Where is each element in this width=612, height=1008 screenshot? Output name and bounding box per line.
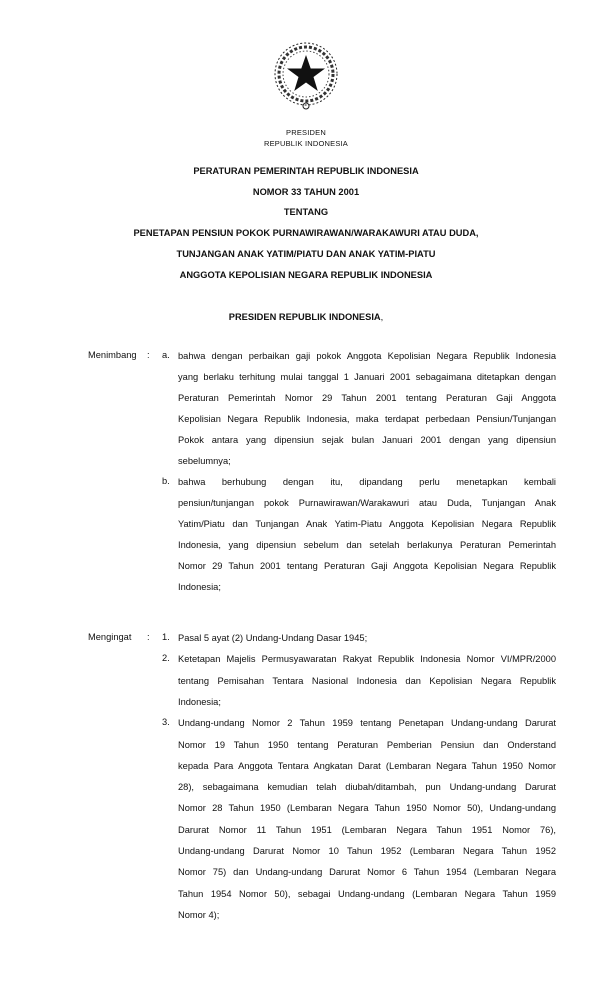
mengingat-item-line: Darurat Nomor 11 Tahun 1951 (Lembaran Negara Tahun 1951 Nomor 76), — [178, 824, 556, 835]
mengingat-item-line: Nomor 75) dan Undang-undang Darurat Nomor 6 Tahun 1954 (Lembaran Negara — [178, 867, 556, 878]
menimbang-item-line: Nomor 29 Tahun 2001 tentang Peraturan Gaji Anggota Kepolisian Negara Republik — [178, 561, 556, 571]
mengingat-item-line: tentang Pemisahan Tentara Nasional Indonesia dan Kepolisian Negara Republik — [178, 675, 556, 686]
mengingat-item-line: Indonesia; — [178, 696, 221, 707]
menimbang-item-line: yang berlaku terhitung mulai tanggal 1 Januari 2001 sebagaimana ditetapkan dengan — [178, 372, 556, 382]
mengingat-item-line: Undang-undang Darurat Nomor 10 Tahun 1952 (Lembaran Negara Tahun 1952 — [178, 846, 556, 856]
mengingat-colon: : — [147, 632, 150, 642]
header-presiden: PRESIDEN — [286, 128, 326, 137]
mengingat-item-line: Nomor 28 Tahun 1950 (Lembaran Negara Tahun 1950 Nomor 50), Undang-undang — [178, 803, 556, 814]
issuer-heading — [0, 312, 612, 322]
issuer-comma: , — [380, 312, 384, 322]
mengingat-item-line: Nomor 4); — [178, 909, 220, 920]
title-line: PERATURAN PEMERINTAH REPUBLIK INDONESIA — [193, 166, 419, 176]
title-line: TUNJANGAN ANAK YATIM/PIATU DAN ANAK YATIM-PIATU — [176, 249, 436, 259]
mengingat-label: Mengingat — [88, 632, 132, 642]
menimbang-item-line: Yatim/Piatu dan Tunjangan Anak Yatim-Piatu Anggota Kepolisian Negara Republik — [178, 519, 556, 529]
mengingat-item-line: Tahun 1954 Nomor 50), sebagai Undang-undang (Lembaran Negara Tahun 1959 — [178, 888, 556, 899]
mengingat-item-line: kepada Para Anggota Tentara Angkatan Darat (Lembaran Negara Tahun 1950 Nomor — [178, 760, 556, 771]
title-line: NOMOR 33 TAHUN 2001 — [252, 187, 360, 197]
mengingat-item-line: Pasal 5 ayat (2) Undang-Undang Dasar 1945; — [178, 633, 368, 643]
menimbang-item-line: Kepolisian Negara Republik Indonesia, maka terdapat perbedaan Pensiun/Tunjangan — [178, 414, 556, 424]
mengingat-item-number: 2. — [162, 653, 170, 664]
menimbang-item-line: sebelumnya; — [178, 456, 231, 466]
menimbang-item-number: a. — [162, 350, 170, 360]
menimbang-item-line: bahwa berhubung dengan itu, dipandang perlu menetapkan kembali — [178, 477, 556, 487]
title-line: TENTANG — [283, 207, 329, 217]
menimbang-item-line: Indonesia, yang dipensiun sebelum dan setelah berlakunya Peraturan Pemerintah — [178, 540, 556, 550]
mengingat-item-line: 28), sebagaimana kemudian telah diubah/ditambah, pun Undang-undang Darurat — [178, 782, 556, 793]
menimbang-item-line: bahwa dengan perbaikan gaji pokok Anggota Kepolisian Negara Republik Indonesia — [178, 351, 556, 361]
menimbang-colon: : — [147, 350, 150, 360]
menimbang-item-number: b. — [162, 476, 170, 486]
mengingat-item-line: Ketetapan Majelis Permusyawaratan Rakyat Republik Indonesia Nomor VI/MPR/2000 — [178, 654, 556, 665]
menimbang-item-line: Indonesia; — [178, 582, 221, 592]
presidential-seal-emblem — [271, 38, 341, 112]
mengingat-item-number: 1. — [162, 632, 170, 642]
menimbang-label: Menimbang — [88, 350, 137, 360]
title-line: PENETAPAN PENSIUN POKOK PURNAWIRAWAN/WARAKAWURI ATAU DUDA, — [133, 228, 479, 238]
mengingat-item-line: Undang-undang Nomor 2 Tahun 1959 tentang Penetapan Undang-undang Darurat — [178, 718, 556, 729]
issuer-name: PRESIDEN REPUBLIK INDONESIA — [228, 312, 381, 322]
header-republik-indonesia: REPUBLIK INDONESIA — [263, 139, 349, 148]
menimbang-item-line: Peraturan Pemerintah Nomor 29 Tahun 2001 tentang Peraturan Gaji Anggota — [178, 393, 556, 403]
menimbang-item-line: Pokok antara yang dipensiun sejak bulan Januari 2001 dengan yang dipensiun — [178, 435, 556, 445]
mengingat-item-line: Nomor 19 Tahun 1950 tentang Peraturan Pemberian Pensiun dan Onderstand — [178, 739, 556, 750]
mengingat-item-number: 3. — [162, 717, 170, 728]
menimbang-item-line: pensiun/tunjangan pokok Purnawirawan/Warakawuri atau Duda, Tunjangan Anak — [178, 498, 556, 508]
title-line: ANGGOTA KEPOLISIAN NEGARA REPUBLIK INDONESIA — [179, 270, 433, 280]
